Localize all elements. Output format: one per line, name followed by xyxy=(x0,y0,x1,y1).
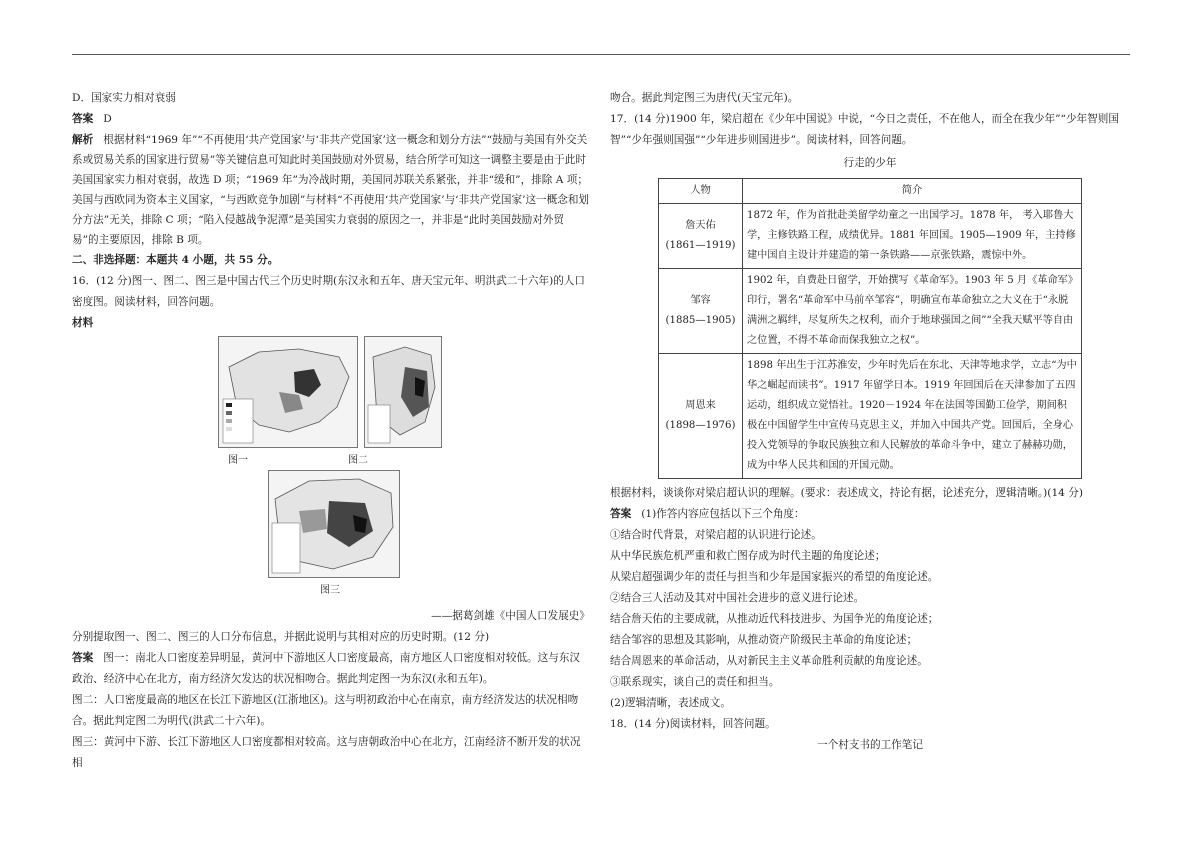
answer-16-p1 xyxy=(72,648,590,690)
population-maps xyxy=(72,334,590,606)
question-16: 16．(12 分)图一、图二、图三是中国古代三个历史时期(东汉永和五年、唐天宝元年、明洪武二十六年)的人口密度图。阅读材料，回答问题。 xyxy=(72,275,585,308)
section-heading: 二、非选择题：本题共 4 小题，共 55 分。 xyxy=(72,254,279,266)
header-rule xyxy=(72,54,1130,55)
answer-16-p3: 图三：黄河中下游、长江下游地区人口密度都相对较高。这与唐朝政治中心在北方，江南经济不断开发的状况相 xyxy=(72,736,581,769)
answer-17-line: 结合周恩来的革命活动，从对新民主主义革命胜利贡献的角度论述。 xyxy=(610,655,928,667)
map-figure-2 xyxy=(364,336,442,448)
question-17: 17．(14 分)1900 年，梁启超在《少年中国说》中说，“今日之责任，不在他人，而全在我少年”“少年智则国智”“少年强则国强”“少年进步则国进步”。阅读材料，回答问题。 xyxy=(610,113,1119,146)
map-2-graphic xyxy=(365,337,441,447)
question-17-task: 根据材料，谈谈你对梁启超认识的理解。(要求：表述成文，持论有据，论述充分，逻辑清晰。)(14 分) xyxy=(610,487,1084,499)
person-cell xyxy=(659,204,743,269)
question-18-title: 一个村支书的工作笔记 xyxy=(817,739,923,751)
left-column xyxy=(72,88,590,774)
answer-17-line: ①结合时代背景，对梁启超的认识进行论述。 xyxy=(610,529,822,541)
answer-16-continued: 吻合。据此判定图三为唐代(天宝元年)。 xyxy=(610,92,799,104)
question-18: 18．(14 分)阅读材料，回答问题。 xyxy=(610,718,776,730)
table-row xyxy=(659,204,1082,269)
person-years: (1898—1976) xyxy=(665,420,736,431)
answer-label: 答案 xyxy=(72,113,94,125)
header-person: 人物 xyxy=(659,179,743,204)
answer-line xyxy=(72,109,590,130)
answer-17-line: 从中华民族危机严重和救亡图存成为时代主题的角度论述； xyxy=(610,550,886,562)
table-header-row xyxy=(659,179,1082,204)
intro-cell: 1898 年出生于江苏淮安，少年时先后在东北、天津等地求学，立志“为中华之崛起而读书”。1917 年留学日本。1919 年回国后在天津参加了五四运动，组织成立觉悟社。1920－1924 年在法国等国勤工俭学，期间积极在中国留学生中宣传马克思主义，并加入中国共产党。回国后，全身心投入党领导的争取民族独立和人民解放的革命斗争中，建立了赫赫功勋，成为中华人民共和国的开国元勋。 xyxy=(743,354,1082,479)
answer-17-line: 结合邹容的思想及其影响，从推动资产阶级民主革命的角度论述； xyxy=(610,634,918,646)
answer-17-line: 从梁启超强调少年的责任与担当和少年是国家振兴的希望的角度论述。 xyxy=(610,571,939,583)
right-column xyxy=(610,88,1130,756)
answer-17-line: 结合詹天佑的主要成就，从推动近代科技进步、为国争光的角度论述； xyxy=(610,613,939,625)
answer-value: D xyxy=(103,113,112,125)
answer-17-line: (2)逻辑清晰，表述成文。 xyxy=(610,697,731,709)
person-name: 邹容 xyxy=(690,295,711,306)
person-name: 詹天佑 xyxy=(685,220,716,231)
person-cell xyxy=(659,269,743,354)
person-name: 周恩来 xyxy=(685,400,716,411)
person-years: (1861—1919) xyxy=(665,240,736,251)
answer-17-line: ③联系现实，谈自己的责任和担当。 xyxy=(610,676,780,688)
material-label: 材料 xyxy=(72,317,94,329)
youth-table xyxy=(658,178,1082,479)
intro-cell: 1872 年，作为首批赴美留学幼童之一出国学习。1878 年， 考入耶鲁大学，主修铁路工程，成绩优异。1881 年回国。1905—1909 年，主持修建中国自主设计并建造的第一条铁路——京张铁路，震惊中外。 xyxy=(743,204,1082,269)
analysis-text: 根据材料“1969 年”“不再使用‘共产党国家’与‘非共产党国家’这一概念和划分方法”“鼓励与美国有外交关系或贸易关系的国家进行贸易”等关键信息可知此时美国鼓励对外贸易，结合所学可知这一调整主要是由于此时美国国家实力相对衰弱，故选 D 项；“1969 年”为冷战时期，美国同苏联关系紧张，并非“缓和”，排除 A 项；美国与西欧同为资本主义国家，“与西欧竞争加剧”与材料“不再使用‘共产党国家’与‘非共产党国家’这一概念和划分方法”无关，排除 C 项；“陷入侵越战争泥潭”是美国实力衰弱的原因之一，并非是“此时美国鼓励对外贸易”的主要原因，排除 B 项。 xyxy=(72,134,590,246)
answer-16-label: 答案 xyxy=(72,652,94,664)
analysis-label: 解析 xyxy=(72,134,94,146)
answer-16-text-1: 图一：南北人口密度差异明显，黄河中下游地区人口密度最高，南方地区人口密度相对较低。这与东汉政治、经济中心在北方，南方经济欠发达的状况相吻合。据此判定图一为东汉(永和五年)。 xyxy=(72,652,581,685)
fig2-caption: 图二 xyxy=(348,455,368,466)
table-row xyxy=(659,354,1082,479)
analysis-paragraph xyxy=(72,130,590,250)
map-figure-3 xyxy=(268,470,400,578)
fig3-caption: 图三 xyxy=(320,585,340,596)
person-cell xyxy=(659,354,743,479)
intro-cell: 1902 年，自费赴日留学，开始撰写《革命军》。1903 年 5 月《革命军》印行，署名“革命军中马前卒邹容”，明确宣布革命独立之大义在于“永脱满洲之羁绊，尽复所失之权利，而介于地球强国之间”“全我天赋平等自由之位置，不得不革命而保我独立之权”。 xyxy=(743,269,1082,354)
person-years: (1885—1905) xyxy=(665,315,736,326)
map-3-graphic xyxy=(269,471,399,577)
header-intro: 简介 xyxy=(743,179,1082,204)
answer-16-p2: 图二：人口密度最高的地区在长江下游地区(江浙地区)。这与明初政治中心在南京，南方经济发达的状况相吻合。据此判定图二为明代(洪武二十六年)。 xyxy=(72,694,579,727)
map-figure-1 xyxy=(218,336,358,448)
table-row xyxy=(659,269,1082,354)
table-title: 行走的少年 xyxy=(843,157,897,169)
fig1-caption: 图一 xyxy=(228,455,248,466)
map-1-graphic xyxy=(219,337,357,447)
option-d: D．国家实力相对衰弱 xyxy=(72,92,176,104)
answer-17-line: (1)作答内容应包括以下三个角度： xyxy=(641,508,805,520)
answer-17-line: ②结合三人活动及其对中国社会进步的意义进行论述。 xyxy=(610,592,865,604)
question-16-task: 分别提取图一、图二、图三的人口分布信息，并据此说明与其相对应的历史时期。(12 分) xyxy=(72,631,490,643)
source-citation: ——据葛剑雄《中国人口发展史》 xyxy=(431,610,590,622)
answer-17-label: 答案 xyxy=(610,508,632,520)
answer-17-first xyxy=(610,504,1130,525)
